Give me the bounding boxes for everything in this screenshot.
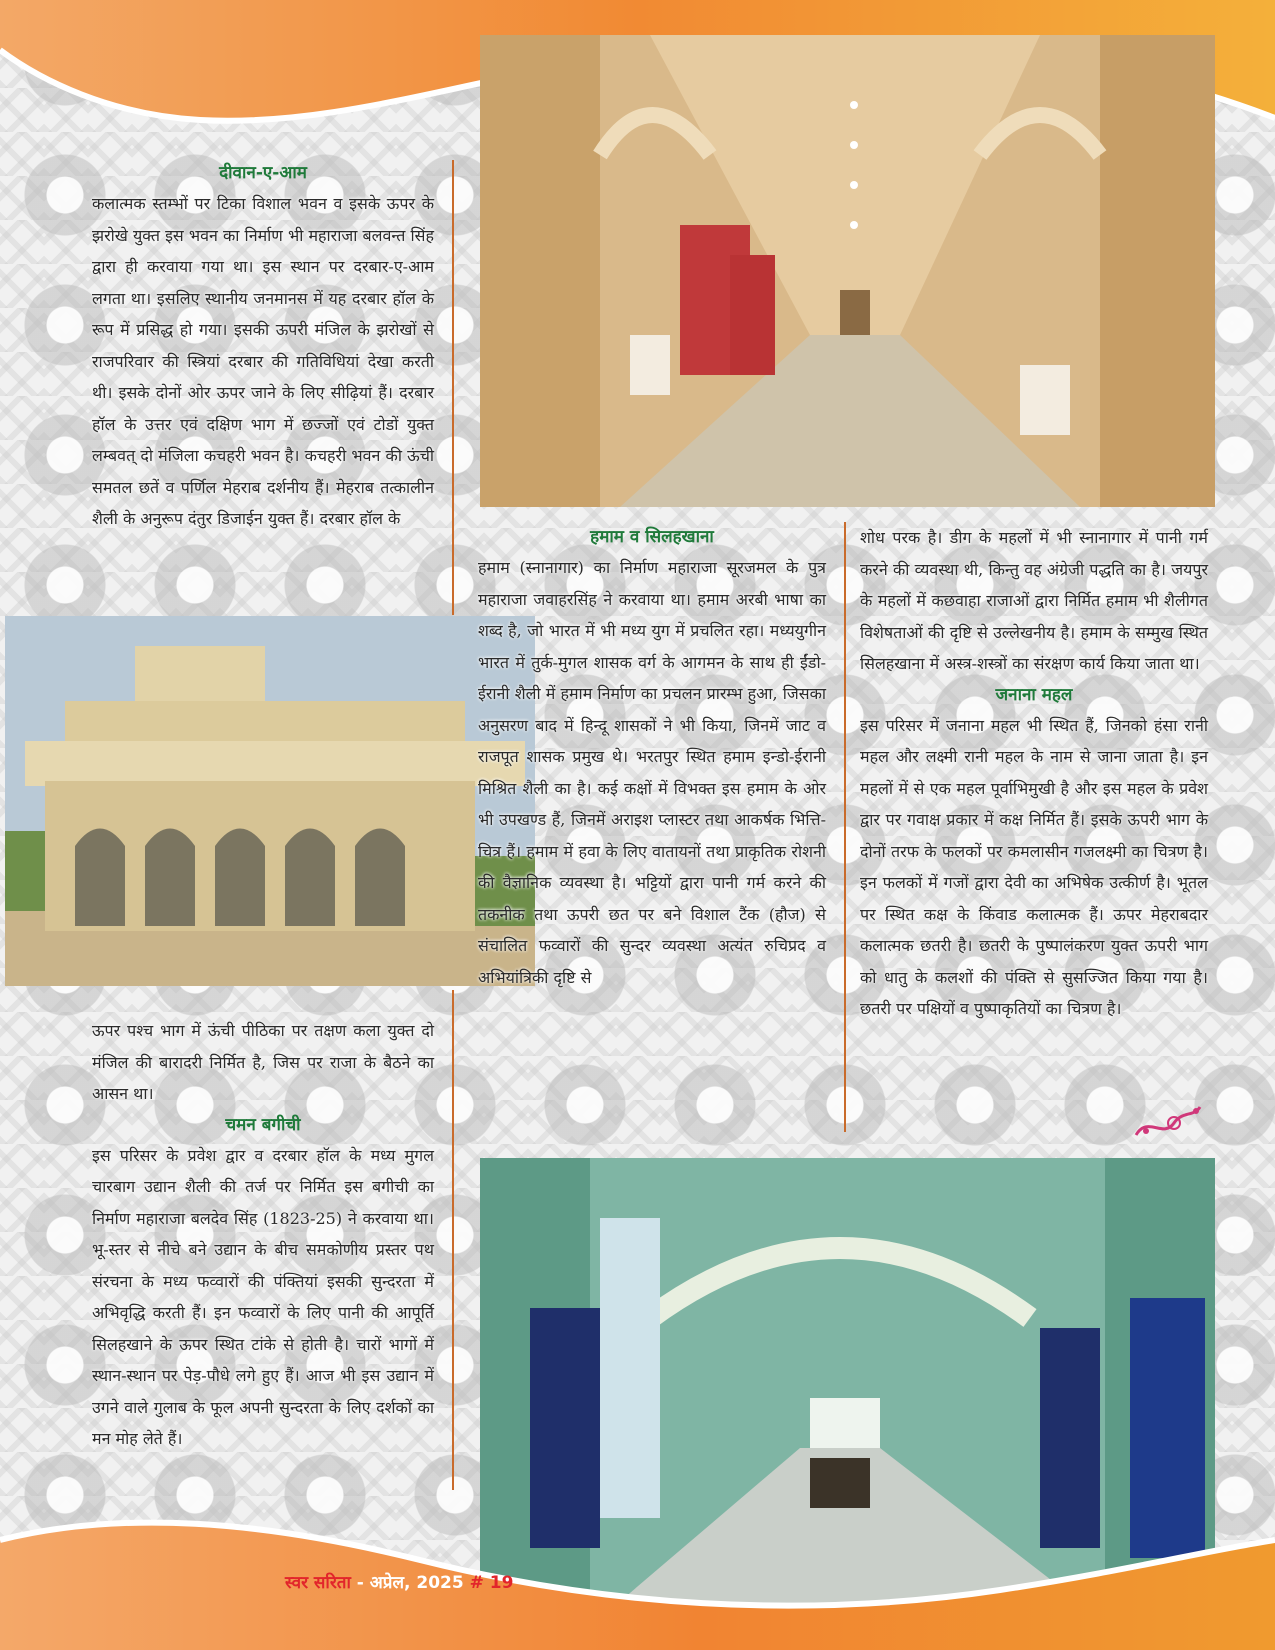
heading-chaman-bagichi: चमन बगीची [225, 1114, 301, 1135]
paragraph-chaman-bagichi: इस परिसर के प्रवेश द्वार व दरबार हॉल के मध्य मुगल चारबाग उद्यान शैली की तर्ज पर निर्मित इस बगीची का निर्माण महाराजा बलदेव सिंह (1823-25) ने करवाया था। भू-स्तर से नीचे बने उद्यान के बीच समकोणीय प्रस्तर पथ संरचना के मध्य फव्वारों की पंक्तियां इसकी सुन्दरता में अभिवृद्धि करती हैं। इन फव्वारों के लिए पानी की आपूर्ति सिलहखाने के ऊपर स्थित टांके से होती है। चारों भागों में स्थान-स्थान पर पेड़-पौधे लगे हुए हैं। आज भी इस उद्यान में उगने वाले गुलाब के फूल अपनी सुन्दरता के लिए दर्शकों का मन मोह लेते हैं। [92, 1145, 434, 1448]
photo-arched-corridor [480, 35, 1215, 507]
paragraph-diwan-e-aam: कलात्मक स्तम्भों पर टिका विशाल भवन व इसके ऊपर के झरोखे युक्त इस भवन का निर्माण भी महाराजा बलवन्त सिंह द्वारा ही करवाया गया था। इस स्थान पर दरबार-ए-आम लगता था। इसलिए स्थानीय जनमानस में यह दरबार हॉल के रूप में प्रसिद्ध हो गया। इसकी ऊपरी मंजिल के झरोखों से राजपरिवार की स्त्रियां दरबार की गतिविधियां देखा करती थी। इसके दोनों ओर ऊपर जाने के लिए सीढ़ियां हैं। दरबार हॉल के उत्तर एवं दक्षिण भाग में छज्जों एवं टोडों युक्त लम्बवत् दो मंजिला कचहरी भवन है। कचहरी भवन की ऊंची समतल छतें व पर्णिल मेहराब दर्शनीय हैं। मेहराब तत्कालीन शैली के अनुरूप दंतुर डिजाईन युक्त हैं। दरबार हॉल के [92, 194, 434, 528]
heading-hamam: हमाम व सिलहखाना [590, 527, 714, 547]
paragraph-hamam: हमाम (स्नानागार) का निर्माण महाराजा सूरजमल के पुत्र महाराजा जवाहरसिंह ने करवाया था। हमाम अरबी भाषा का शब्द है, जो भारत में भी मध्य युग में प्रचलित रहा। मध्ययुगीन भारत में तुर्क-मुगल शासक वर्ग के आगमन के साथ ही ईंडो-ईरानी शैली में हमाम निर्माण का प्रचलन प्रारम्भ हुआ, जिसका अनुसरण बाद में हिन्दू शासकों ने भी किया, जिनमें जाट व राजपूत शासक प्रमुख थे। भरतपुर स्थित हमाम इन्डो-ईरानी मिश्रित शैली का है। कई कक्षों में विभक्त इस हमाम के ओर भी उपखण्ड हैं, जिनमें अराइश प्लास्टर तथा आकर्षक भित्ति-चित्र हैं। हमाम में हवा के लिए वातायनों तथा प्राकृतिक रोशनी की वैज्ञानिक व्यवस्था है। भट्टियों द्वारा पानी गर्म करने की तकनीक तथा ऊपरी छत पर बने विशाल टैंक (हौज) से संचालित फव्वारों की सुन्दर व्यवस्था अत्यंत रुचिप्रद व अभियांत्रिकी दृष्टि से [478, 558, 826, 987]
paragraph-diwan-e-aam-continued: ऊपर पश्च भाग में ऊंची पीठिका पर तक्षण कला युक्त दो मंजिल की बारादरी निर्मित है, जिस पर राजा के बैठने का आसन था। [92, 1021, 434, 1103]
paragraph-zanana-mahal: इस परिसर में जनाना महल भी स्थित हैं, जिनको हंसा रानी महल और लक्ष्मी रानी महल के नाम से जाना जाता है। इन महलों में से एक महल पूर्वाभिमुखी है और इस महल के प्रवेश द्वार पर गवाक्ष प्रकार में कक्ष निर्मित हैं। इसके ऊपरी भाग के दोनों तरफ के फलकों पर कमलासीन गजलक्ष्मी का चित्रण है। इन फलकों में गजों द्वारा देवी का अभिषेक उत्कीर्ण है। भूतल पर स्थित कक्ष के किंवाड कलात्मक हैं। ऊपर मेहराबदार कलात्मक छतरी है। छतरी के पुष्पालंकरण युक्त ऊपरी भाग को धातु के कलशों की पंक्ति से सुसज्जित किया गया है। छतरी पर पक्षियों व पुष्पाकृतियों का चित्रण है। [860, 715, 1208, 1018]
column-rule-right [844, 522, 846, 1132]
section-diwan-e-aam-continued [92, 1015, 434, 1455]
bottom-wave-banner [0, 1500, 1275, 1650]
heading-zanana-mahal: जनाना महल [995, 684, 1073, 705]
section-hamam-continued [860, 522, 1208, 1025]
issue-date: अप्रेल, 2025 [369, 1573, 464, 1593]
paragraph-hamam-continued: शोध परक है। डीग के महलों में भी स्नानागार में पानी गर्म करने की व्यवस्था थी, किन्तु वह अंग्रेजी पद्धति का है। जयपुर के महलों में कछवाहा राजाओं द्वारा निर्मित हमाम भी शैलीगत विशेषताओं की दृष्टि से उल्लेखनीय है। हमाम के सम्मुख स्थित सिलहखाना में अस्त्र-शस्त्रों का संरक्षण कार्य किया जाता था। [860, 528, 1208, 673]
photo-baradari-pavilion [5, 616, 535, 986]
section-diwan-e-aam [92, 158, 434, 535]
heading-diwan-e-aam: दीवान-ए-आम [219, 163, 307, 183]
magazine-name: स्वर सरिता [285, 1573, 351, 1593]
footer-separator: - [350, 1573, 370, 1593]
column-rule-left-lower [452, 990, 454, 1490]
floral-flourish-icon [1128, 1095, 1208, 1147]
column-rule-left [452, 160, 454, 615]
section-hamam [478, 522, 826, 993]
page-footer [285, 1570, 513, 1593]
page-number: # 19 [463, 1573, 514, 1593]
